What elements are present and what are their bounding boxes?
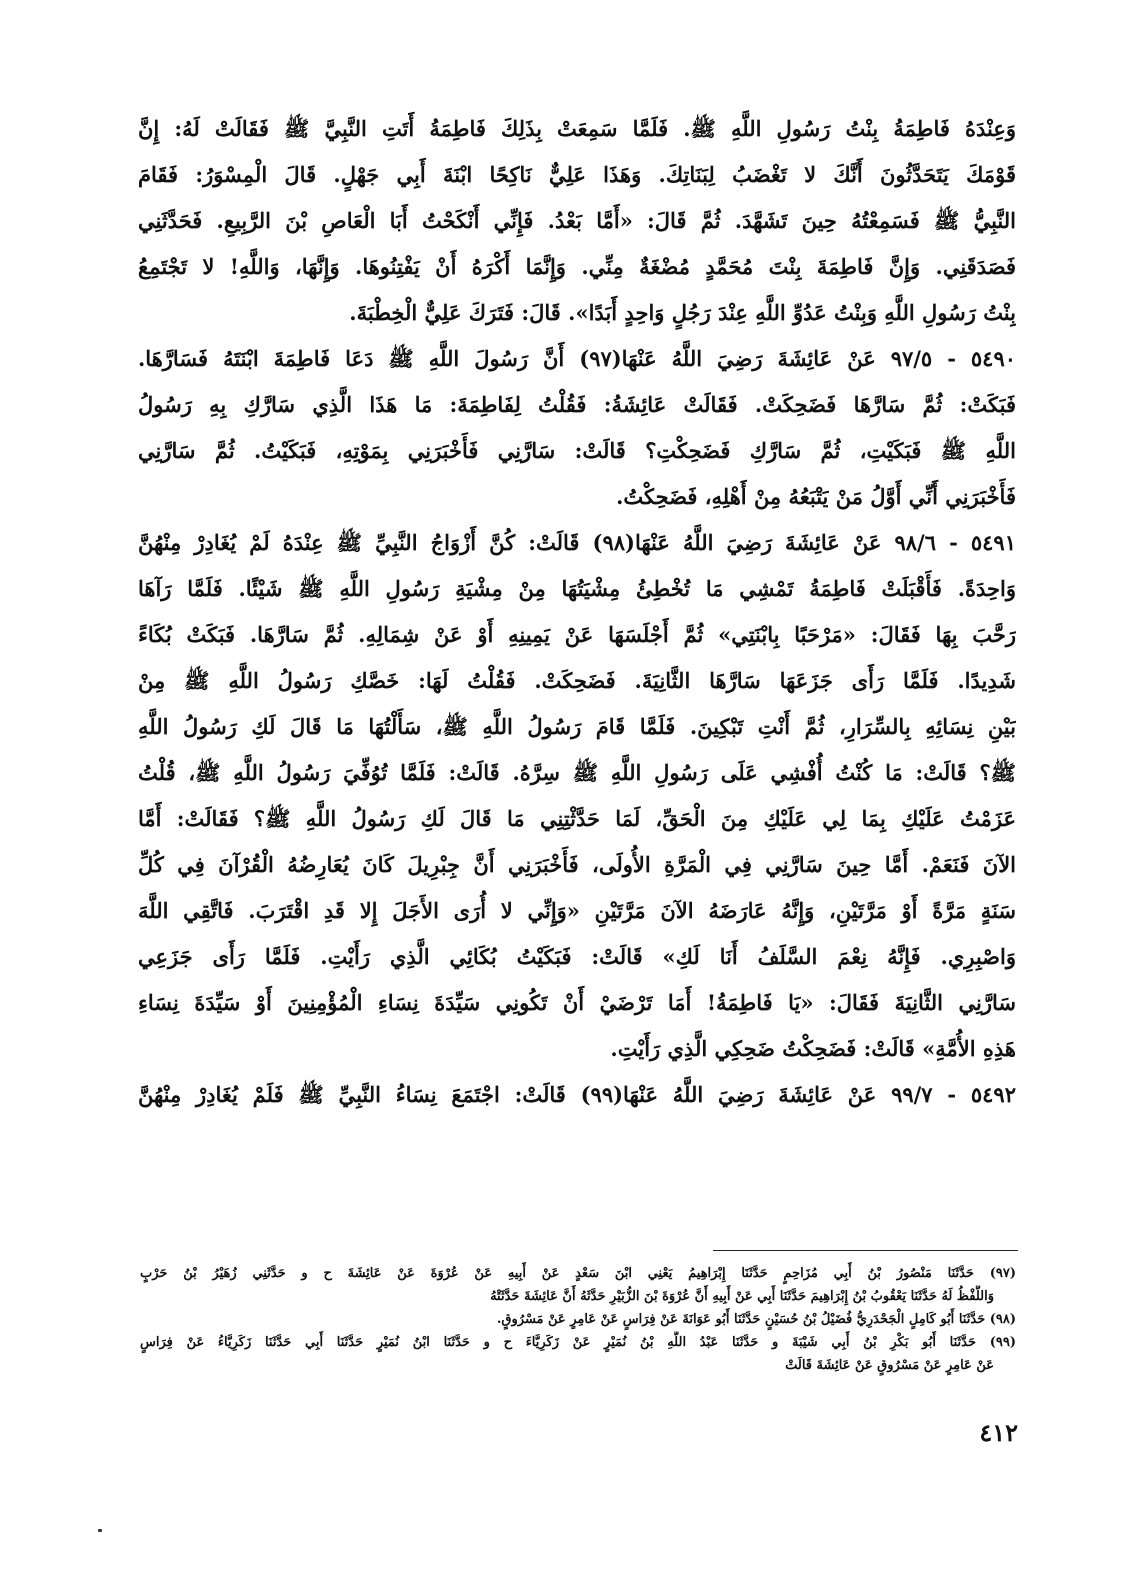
text-line: شَدِيدًا. فَلَمَّا رَأَى جَزَعَهَا سَارَّهَا الثَّانِيَةَ. فَضَحِكَتْ. فَقُلْتُ لَهَا: خَصَّكِ رَسُولُ اللَّهِ ﷺ مِنْ (138, 668, 1016, 693)
footnote-separator (713, 1250, 1018, 1251)
text-line: بِنْتُ رَسُولِ اللَّهِ وَبِنْتُ عَدُوِّ اللَّهِ عِنْدَ رَجُلٍ وَاحِدٍ أَبَدًا». قَالَ: فَتَرَكَ عَلِيٌّ الْخِطْبَةَ. (349, 300, 1016, 325)
text-line: رَحَّبَ بِهَا فَقَالَ: «مَرْحَبًا بِابْنَتِي» ثُمَّ أَجْلَسَهَا عَنْ يَمِينِهِ أَوْ عَنْ شِمَالِهِ. ثُمَّ سَارَّهَا. فَبَكَتْ بُكَاءً (138, 622, 1016, 647)
text-line: فَصَدَقَنِي. وَإِنَّ فَاطِمَةَ بِنْتَ مُحَمَّدٍ مُضْغَةٌ مِنِّي. وَإِنَّمَا أَكْرَهُ أَنْ يَفْتِنُوهَا. وَإِنَّهَا، وَاللَّهِ! لا تَجْتَمِعُ (138, 254, 1016, 279)
footnote-97: (٩٧) حَدَّثَنَا مَنْصُورُ بْنُ أَبِي مُزَاحِمٍ حَدَّثَنَا إِبْرَاهِيمُ يَعْنِي ابْنَ سَعْدٍ عَنْ أَبِيهِ عَنْ عُرْوَةَ عَنْ عَائِشَةَ ح و حَدَّثَنِي زُهَيْرُ بْنُ حَرْبٍ (140, 1266, 1016, 1281)
footnote-98: (٩٨) حَدَّثَنَا أَبُو كَامِلٍ الْجَحْدَرِيُّ فُضَيْلُ بْنُ حُسَيْنٍ حَدَّثَنَا أَبُو عَوَانَةَ عَنْ فِرَاسٍ عَنْ عَامِرٍ عَنْ مَسْرُوقٍ. (496, 1312, 1016, 1327)
text-line: وَاصْبِرِي. فَإِنَّهُ نِعْمَ السَّلَفُ أَنَا لَكِ» قَالَتْ: فَبَكَيْتُ بُكَائِي الَّذِي رَأَيْتِ. فَلَمَّا رَأَى جَزَعِي (138, 944, 1016, 969)
text-line: هَذِهِ الأُمَّةِ» قَالَتْ: فَضَحِكْتُ ضَحِكِي الَّذِي رَأَيْتِ. (610, 1036, 1016, 1061)
footnotes-block (140, 1262, 1016, 1377)
text-line: الآنَ فَنَعَمْ. أَمَّا حِينَ سَارَّنِي فِي الْمَرَّةِ الأُولَى، فَأَخْبَرَنِي أَنَّ جِبْرِيلَ كَانَ يُعَارِضُهُ الْقُرْآنَ فِي كُلِّ (138, 852, 1016, 877)
footnote-97-continued: وَاللَّفْظُ لَهُ حَدَّثَنَا يَعْقُوبُ بْنُ إِبْرَاهِيمَ حَدَّثَنَا أَبِي عَنْ أَبِيهِ أَنَّ عُرْوَةَ بْنَ الزُّبَيْرِ حَدَّثَهُ أَنَّ عَائِشَةَ حَدَّثَتْهُ (490, 1289, 994, 1304)
hadith-5490-start: ٥٤٩٠ - ٩٧/٥ عَنْ عَائِشَةَ رَضِيَ اللَّهُ عَنْهَا(٩٧) أَنَّ رَسُولَ اللَّهِ ﷺ دَعَا فَاطِمَةَ ابْنَتَهُ فَسَارَّهَا. (138, 346, 1016, 371)
hadith-5491-start: ٥٤٩١ - ٩٨/٦ عَنْ عَائِشَةَ رَضِيَ اللَّهُ عَنْهَا(٩٨) قَالَتْ: كُنَّ أَزْوَاجُ النَّبِيِّ ﷺ عِنْدَهُ لَمْ يُغَادِرْ مِنْهُنَّ (138, 530, 1016, 555)
text-line: فَبَكَتْ: ثُمَّ سَارَّهَا فَضَحِكَتْ. فَقَالَتْ عَائِشَةُ: فَقُلْتُ لِفَاطِمَةَ: مَا هَذَا الَّذِي سَارَّكِ بِهِ رَسُولُ (138, 392, 1016, 417)
text-line: سَنَةٍ مَرَّةً أَوْ مَرَّتَيْنِ، وَإِنَّهُ عَارَضَهُ الآنَ مَرَّتَيْنِ «وَإِنِّي لا أُرَى الأَجَلَ إِلا قَدِ اقْتَرَبَ. فَاتَّقِي اللَّهَ (138, 898, 1016, 923)
text-line: وَاحِدَةً. فَأَقْبَلَتْ فَاطِمَةُ تَمْشِي مَا تُخْطِئُ مِشْيَتُهَا مِنْ مِشْيَةِ رَسُولِ اللَّهِ ﷺ شَيْئًا. فَلَمَّا رَآهَا (138, 576, 1016, 601)
text-line: عَزَمْتُ عَلَيْكِ بِمَا لِي عَلَيْكِ مِنَ الْحَقِّ، لَمَا حَدَّثْتِنِي مَا قَالَ لَكِ رَسُولُ اللَّهِ ﷺ؟ فَقَالَتْ: أَمَّا (138, 806, 1016, 831)
hadith-5492-start: ٥٤٩٢ - ٩٩/٧ عَنْ عَائِشَةَ رَضِيَ اللَّهُ عَنْهَا(٩٩) قَالَتْ: اجْتَمَعَ نِسَاءُ النَّبِيِّ ﷺ فَلَمْ يُغَادِرْ مِنْهُنَّ (138, 1082, 1016, 1107)
text-line: اللَّهِ ﷺ فَبَكَيْتِ، ثُمَّ سَارَّكِ فَضَحِكْتِ؟ قَالَتْ: سَارَّنِي فَأَخْبَرَنِي بِمَوْتِهِ، فَبَكَيْتُ. ثُمَّ سَارَّنِي (138, 438, 1016, 463)
main-text-block (138, 106, 1016, 1118)
text-line: سَارَّنِي الثَّانِيَةَ فَقَالَ: «يَا فَاطِمَةُ! أَمَا تَرْضَيْ أَنْ تَكُونِي سَيِّدَةَ نِسَاءِ الْمُؤْمِنِينَ أَوْ سَيِّدَةَ نِسَاءِ (138, 990, 1016, 1015)
scan-speck (98, 1529, 102, 1532)
text-line: قَوْمَكَ يَتَحَدَّثُونَ أَنَّكَ لا تَغْضَبُ لِبَنَاتِكَ. وَهَذَا عَلِيٌّ نَاكِحًا ابْنَةَ أَبِي جَهْلٍ. قَالَ الْمِسْوَرُ: فَقَامَ (138, 162, 1016, 187)
text-line: النَّبِيُّ ﷺ فَسَمِعْتُهُ حِينَ تَشَهَّدَ. ثُمَّ قَالَ: «أَمَّا بَعْدُ. فَإِنِّي أَنْكَحْتُ أَبَا الْعَاصِ بْنَ الرَّبِيعِ. فَحَدَّثَنِي (138, 208, 1016, 233)
footnote-99: (٩٩) حَدَّثَنَا أَبُو بَكْرِ بْنُ أَبِي شَيْبَةَ و حَدَّثَنَا عَبْدُ اللَّهِ بْنُ نُمَيْرٍ عَنْ زَكَرِيَّاءَ ح و حَدَّثَنَا ابْنُ نُمَيْرٍ حَدَّثَنَا أَبِي حَدَّثَنَا زَكَرِيَّاءُ عَنْ فِرَاسٍ (140, 1335, 1016, 1350)
page-number: ٤١٢ (979, 1418, 1018, 1447)
text-line: بَيْنِ نِسَائِهِ بِالسِّرَارِ، ثُمَّ أَنْتِ تَبْكِينَ. فَلَمَّا قَامَ رَسُولُ اللَّهِ ﷺ، سَأَلْتُهَا مَا قَالَ لَكِ رَسُولُ اللَّهِ (138, 714, 1016, 739)
text-line: فَأَخْبَرَنِي أَنِّي أَوَّلُ مَنْ يَتْبَعُهُ مِنْ أَهْلِهِ، فَضَحِكْتُ. (616, 484, 1016, 509)
footnote-99-continued: عَنْ عَامِرٍ عَنْ مَسْرُوقٍ عَنْ عَائِشَةَ قَالَتْ (785, 1358, 994, 1373)
text-line: وَعِنْدَهُ فَاطِمَةُ بِنْتُ رَسُولِ اللَّهِ ﷺ. فَلَمَّا سَمِعَتْ بِذَلِكَ فَاطِمَةُ أَتَتِ النَّبِيَّ ﷺ فَقَالَتْ لَهُ: إِنَّ (138, 116, 1016, 141)
text-line: ﷺ؟ قَالَتْ: مَا كُنْتُ أُفْشِي عَلَى رَسُولِ اللَّهِ ﷺ سِرَّهُ. قَالَتْ: فَلَمَّا تُوُفِّيَ رَسُولُ اللَّهِ ﷺ، قُلْتُ (138, 760, 1016, 785)
